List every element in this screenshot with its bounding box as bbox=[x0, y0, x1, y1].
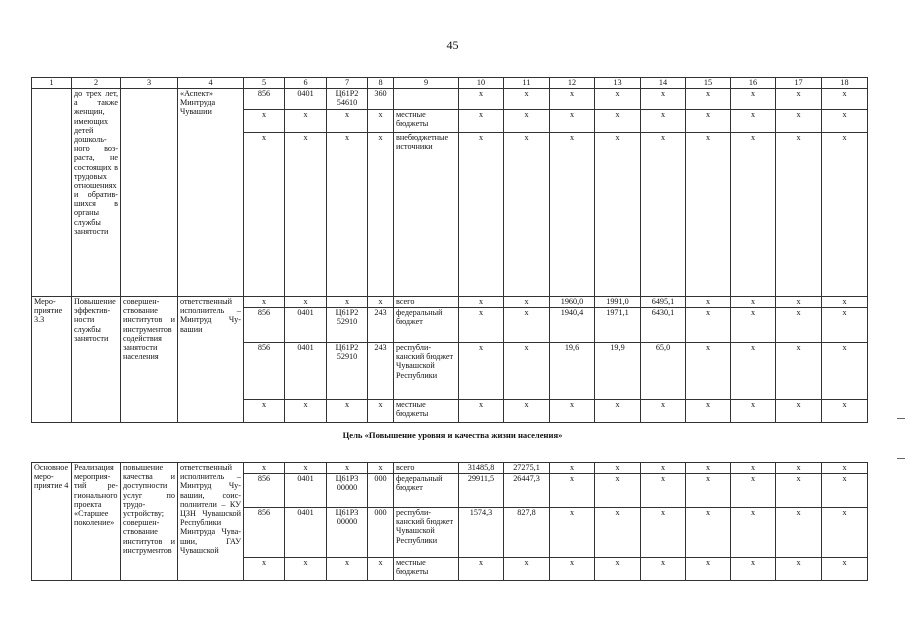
table-cell: республиканский бюджет Чувашской Республики bbox=[394, 343, 459, 400]
table-cell: Ц61Р2 52910 bbox=[327, 308, 368, 343]
table-cell: x bbox=[686, 308, 731, 343]
main-event-name: Реализация мероприятий регионального проекта «Старшее поколение» bbox=[72, 463, 121, 581]
table-cell: x bbox=[459, 343, 504, 400]
table-cell: местные бюджеты bbox=[394, 110, 459, 133]
table-cell: x bbox=[822, 508, 868, 558]
table-cell: x bbox=[504, 400, 550, 423]
table-cell: x bbox=[731, 400, 776, 423]
table-cell: 29911,5 bbox=[459, 474, 504, 508]
table-cell: x bbox=[822, 400, 868, 423]
main-event-goal: повышение качества и доступности услуг по трудоустройству; совершенствование институтов и инструментов bbox=[121, 463, 178, 581]
table-cell: 1991,0 bbox=[595, 297, 641, 308]
table-cell: x bbox=[550, 133, 595, 297]
table-cell: x bbox=[822, 89, 868, 110]
column-number: 4 bbox=[178, 78, 244, 89]
table-cell: x bbox=[285, 133, 327, 297]
table-cell: x bbox=[285, 110, 327, 133]
table-cell: x bbox=[550, 463, 595, 474]
table-cell: x bbox=[641, 558, 686, 581]
column-number: 7 bbox=[327, 78, 368, 89]
table-cell: x bbox=[776, 89, 822, 110]
table-cell: x bbox=[550, 508, 595, 558]
event-name: Повышение эффективности службы занятости bbox=[72, 297, 121, 423]
table-cell: x bbox=[550, 110, 595, 133]
table-cell: Ц61Р3 00000 bbox=[327, 474, 368, 508]
measure-name: до трех лет, а также женщин, имеющих детей дошкольного возраста, не состоящих в трудовых отношениях и обратившихся в органы службы занятости bbox=[72, 89, 121, 297]
table-cell: x bbox=[776, 400, 822, 423]
table-cell: x bbox=[327, 400, 368, 423]
column-number: 17 bbox=[776, 78, 822, 89]
table-cell: 856 bbox=[244, 343, 285, 400]
table-cell: x bbox=[504, 308, 550, 343]
table-cell: x bbox=[822, 133, 868, 297]
table-cell: x bbox=[327, 297, 368, 308]
table-cell: x bbox=[731, 89, 776, 110]
executor: ответственный исполнитель – Минтруд Чувашии bbox=[178, 297, 244, 423]
table-cell: x bbox=[368, 558, 394, 581]
table-cell: 1574,3 bbox=[459, 508, 504, 558]
table-cell: x bbox=[285, 400, 327, 423]
table-cell: местные бюджеты bbox=[394, 558, 459, 581]
empty-cell bbox=[32, 89, 72, 297]
column-number: 2 bbox=[72, 78, 121, 89]
program-table-part-1 bbox=[31, 77, 868, 423]
event-goal: совершенствование институтов и инструментов содействия занятости населения bbox=[121, 297, 178, 423]
table-cell: 0401 bbox=[285, 508, 327, 558]
table-cell: x bbox=[731, 474, 776, 508]
table-cell: x bbox=[244, 133, 285, 297]
table-cell: 856 bbox=[244, 308, 285, 343]
column-number: 1 bbox=[32, 78, 72, 89]
column-number: 13 bbox=[595, 78, 641, 89]
table-cell: x bbox=[822, 297, 868, 308]
table-cell: x bbox=[822, 110, 868, 133]
table-cell: x bbox=[776, 308, 822, 343]
table-cell: x bbox=[822, 474, 868, 508]
table-cell: x bbox=[595, 508, 641, 558]
table-cell: x bbox=[368, 297, 394, 308]
table-cell: x bbox=[822, 463, 868, 474]
table-cell: x bbox=[641, 110, 686, 133]
table-cell: 0401 bbox=[285, 308, 327, 343]
table-cell: x bbox=[776, 474, 822, 508]
table-cell: местные бюджеты bbox=[394, 400, 459, 423]
table-cell: x bbox=[244, 463, 285, 474]
table-cell: x bbox=[776, 463, 822, 474]
table-cell: x bbox=[459, 110, 504, 133]
table-cell: x bbox=[731, 463, 776, 474]
table-cell: 000 bbox=[368, 474, 394, 508]
table-cell: x bbox=[641, 474, 686, 508]
margin-mark bbox=[897, 458, 905, 459]
column-number: 10 bbox=[459, 78, 504, 89]
table-cell: x bbox=[776, 508, 822, 558]
table-cell: x bbox=[641, 89, 686, 110]
table-cell: 243 bbox=[368, 308, 394, 343]
table-cell: x bbox=[550, 400, 595, 423]
table-cell: x bbox=[686, 400, 731, 423]
table-cell: x bbox=[731, 110, 776, 133]
table-row bbox=[32, 297, 868, 308]
table-cell: x bbox=[459, 133, 504, 297]
table-cell: республиканский бюджет Чувашской Республики bbox=[394, 508, 459, 558]
table-cell: x bbox=[285, 558, 327, 581]
table-cell: 31485,8 bbox=[459, 463, 504, 474]
column-number-header-row bbox=[32, 78, 868, 89]
table-cell: 27275,1 bbox=[504, 463, 550, 474]
column-number: 5 bbox=[244, 78, 285, 89]
table-cell: x bbox=[776, 343, 822, 400]
table-cell: 827,8 bbox=[504, 508, 550, 558]
table-cell: x bbox=[459, 400, 504, 423]
column-number: 6 bbox=[285, 78, 327, 89]
table-cell: 856 bbox=[244, 89, 285, 110]
table-cell: 0401 bbox=[285, 89, 327, 110]
table-cell: x bbox=[285, 297, 327, 308]
table-cell: 6495,1 bbox=[641, 297, 686, 308]
table-cell: x bbox=[686, 508, 731, 558]
table-cell: x bbox=[595, 474, 641, 508]
main-event-number: Основное мероприятие 4 bbox=[32, 463, 72, 581]
table-cell: x bbox=[822, 558, 868, 581]
table-cell: x bbox=[686, 474, 731, 508]
table-cell: x bbox=[686, 89, 731, 110]
column-number: 14 bbox=[641, 78, 686, 89]
table-cell: x bbox=[731, 308, 776, 343]
column-number: 3 bbox=[121, 78, 178, 89]
table-cell: 19,6 bbox=[550, 343, 595, 400]
page-number: 45 bbox=[446, 38, 459, 52]
table-cell: x bbox=[641, 400, 686, 423]
table-cell: x bbox=[327, 133, 368, 297]
table-cell: x bbox=[731, 133, 776, 297]
column-number: 18 bbox=[822, 78, 868, 89]
table-cell: x bbox=[285, 463, 327, 474]
table-cell: x bbox=[776, 558, 822, 581]
table-cell: Ц61Р2 54610 bbox=[327, 89, 368, 110]
table-cell: 1971,1 bbox=[595, 308, 641, 343]
margin-mark bbox=[897, 418, 905, 419]
table-cell: 360 bbox=[368, 89, 394, 110]
table-cell: 000 bbox=[368, 508, 394, 558]
table-cell: x bbox=[686, 133, 731, 297]
table-cell: x bbox=[595, 558, 641, 581]
table-cell: x bbox=[504, 558, 550, 581]
table-cell: x bbox=[244, 558, 285, 581]
table-cell: x bbox=[459, 558, 504, 581]
table-cell: x bbox=[244, 297, 285, 308]
table-cell: x bbox=[822, 308, 868, 343]
table-cell: x bbox=[550, 558, 595, 581]
table-cell: x bbox=[327, 463, 368, 474]
table-cell: x bbox=[368, 463, 394, 474]
table-cell: x bbox=[641, 508, 686, 558]
table-cell: x bbox=[686, 343, 731, 400]
executor: ответственный исполнитель – Минтруд Чувашии, соисполнители – КУ ЦЗН Чувашской Республики Минтруда Чувашии, ГАУ Чувашской bbox=[178, 463, 244, 581]
table-cell: Ц61Р3 00000 bbox=[327, 508, 368, 558]
table-cell: x bbox=[686, 558, 731, 581]
table-cell: x bbox=[776, 133, 822, 297]
table-cell: x bbox=[686, 110, 731, 133]
table-cell bbox=[394, 89, 459, 110]
table-row bbox=[32, 463, 868, 474]
table-cell: x bbox=[550, 89, 595, 110]
column-number: 15 bbox=[686, 78, 731, 89]
table-cell: x bbox=[731, 558, 776, 581]
table-cell: x bbox=[595, 89, 641, 110]
table-cell: 0401 bbox=[285, 343, 327, 400]
column-number: 12 bbox=[550, 78, 595, 89]
empty-cell bbox=[121, 89, 178, 297]
table-cell: x bbox=[327, 110, 368, 133]
table-cell: x bbox=[641, 463, 686, 474]
table-cell: x bbox=[776, 110, 822, 133]
table-cell: x bbox=[504, 89, 550, 110]
table-cell: x bbox=[504, 297, 550, 308]
table-cell: x bbox=[244, 110, 285, 133]
column-number: 8 bbox=[368, 78, 394, 89]
table-cell: x bbox=[595, 400, 641, 423]
table-cell: 856 bbox=[244, 474, 285, 508]
table-cell: x bbox=[327, 558, 368, 581]
program-table-part-2 bbox=[31, 462, 868, 581]
table-cell: x bbox=[731, 508, 776, 558]
table-cell: x bbox=[731, 343, 776, 400]
table-cell: 1940,4 bbox=[550, 308, 595, 343]
table-cell: x bbox=[686, 297, 731, 308]
table-cell: x bbox=[459, 89, 504, 110]
table-cell: x bbox=[550, 474, 595, 508]
table-cell: 19,9 bbox=[595, 343, 641, 400]
table-cell: x bbox=[244, 400, 285, 423]
table-cell: 856 bbox=[244, 508, 285, 558]
table-cell: x bbox=[459, 308, 504, 343]
table-cell: 65,0 bbox=[641, 343, 686, 400]
table-cell: внебюджетные источники bbox=[394, 133, 459, 297]
event-number: Мероприятие 3.3 bbox=[32, 297, 72, 423]
column-number: 11 bbox=[504, 78, 550, 89]
table-cell: x bbox=[368, 400, 394, 423]
table-cell: федеральный бюджет bbox=[394, 474, 459, 508]
table-cell: x bbox=[776, 297, 822, 308]
table-cell: x bbox=[731, 297, 776, 308]
table-cell: x bbox=[504, 133, 550, 297]
table-cell: x bbox=[686, 463, 731, 474]
table-row bbox=[32, 89, 868, 110]
table-cell: x bbox=[368, 110, 394, 133]
column-number: 16 bbox=[731, 78, 776, 89]
goal-heading: Цель «Повышение уровня и качества жизни населения» bbox=[342, 430, 563, 440]
table-cell: всего bbox=[394, 297, 459, 308]
table-cell: x bbox=[368, 133, 394, 297]
table-cell: x bbox=[504, 110, 550, 133]
table-cell: 0401 bbox=[285, 474, 327, 508]
table-cell: x bbox=[822, 343, 868, 400]
table-cell: x bbox=[595, 133, 641, 297]
column-number: 9 bbox=[394, 78, 459, 89]
table-cell: x bbox=[504, 343, 550, 400]
table-cell: x bbox=[595, 110, 641, 133]
table-cell: x bbox=[595, 463, 641, 474]
table-cell: федеральный бюджет bbox=[394, 308, 459, 343]
executor: «Аспект» Минтруда Чувашии bbox=[178, 89, 244, 297]
table-cell: 1960,0 bbox=[550, 297, 595, 308]
table-cell: 6430,1 bbox=[641, 308, 686, 343]
table-cell: всего bbox=[394, 463, 459, 474]
table-cell: 26447,3 bbox=[504, 474, 550, 508]
table-cell: Ц61Р2 52910 bbox=[327, 343, 368, 400]
table-cell: 243 bbox=[368, 343, 394, 400]
table-cell: x bbox=[459, 297, 504, 308]
table-cell: x bbox=[641, 133, 686, 297]
